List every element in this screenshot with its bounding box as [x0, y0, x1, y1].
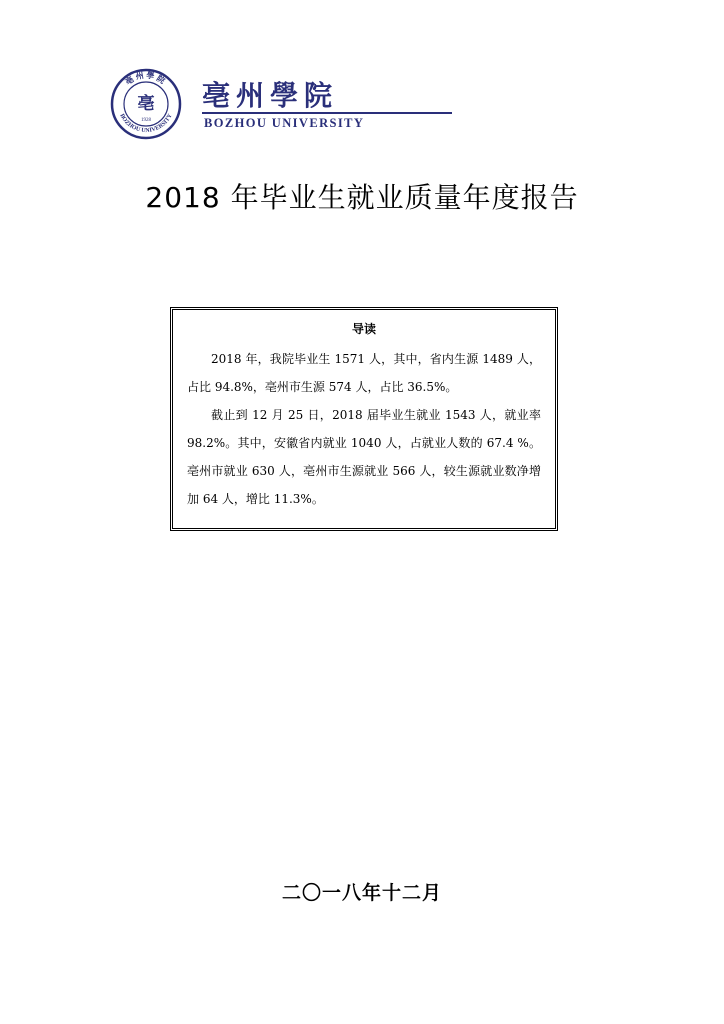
seal-center-glyph: 亳	[137, 94, 155, 114]
report-title: 2018 年毕业生就业质量年度报告	[145, 181, 579, 214]
svg-text:亳州學院	[123, 69, 169, 86]
intro-paragraph-2: 截止到 12 月 25 日，2018 届毕业生就业 1543 人，就业率 98.2%。其中，安徽省内就业 1040 人，占就业人数的 67.4 %。亳州市就业 630 人，亳州市生源就业 566 人，较生源就业数净增加 64 人，增比 11.3%。	[187, 408, 541, 506]
university-logo	[110, 68, 365, 138]
university-seal-icon	[110, 68, 182, 140]
seal-top-text: 亳州學院	[123, 69, 169, 87]
intro-heading: 导读	[351, 322, 376, 336]
university-name-en: BOZHOU UNIVERSITY	[204, 116, 365, 130]
seal-year: 1928	[141, 118, 151, 123]
intro-paragraph-1: 2018 年，我院毕业生 1571 人，其中，省内生源 1489 人，占比 94.8%，亳州市生源 574 人，占比 36.5%。	[187, 352, 541, 394]
report-date: 二〇一八年十二月	[281, 882, 442, 904]
logo-divider	[202, 112, 452, 114]
seal-bottom-text: BOZHOU UNIVERSITY	[118, 113, 174, 135]
university-name-cn: 亳州學院	[202, 79, 339, 112]
intro-box	[170, 307, 558, 531]
